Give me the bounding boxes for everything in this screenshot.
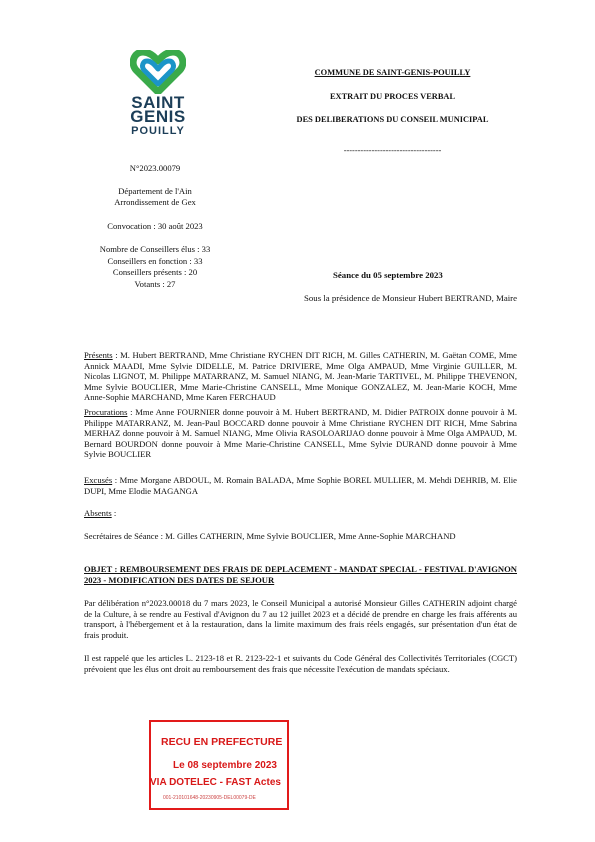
- departement: Département de l'Ain: [118, 186, 192, 196]
- excuses-list: : Mme Morgane ABDOUL, M. Romain BALADA, Mme Sophie BOREL MULLIER, M. Mehdi DEHRIB, M. Elie DUPI, Mme Elodie MAGANGA: [84, 475, 517, 496]
- deliberation-number: N°2023.00079: [129, 163, 181, 173]
- prefecture-stamp: [149, 720, 289, 810]
- stamp-via: VIA DOTELEC - FAST Actes: [150, 777, 281, 788]
- presents-label: Présents: [84, 350, 113, 360]
- votants: Votants : 27: [134, 279, 176, 289]
- deliberations-title: DES DELIBERATIONS DU CONSEIL MUNICIPAL: [296, 115, 489, 124]
- presidence: Sous la présidence de Monsieur Hubert BERTRAND, Maire: [304, 293, 517, 303]
- seance-date: Séance du 05 septembre 2023: [333, 270, 443, 280]
- absents-label: Absents: [84, 508, 112, 518]
- excuses-paragraph: [84, 475, 517, 496]
- conseillers-elus: Nombre de Conseillers élus : 33: [99, 244, 211, 254]
- excuses-label: Excusés: [84, 475, 113, 485]
- procurations-paragraph: [84, 407, 517, 460]
- arrondissement: Arrondissement de Gex: [114, 197, 196, 207]
- procurations-label: Procurations: [84, 407, 128, 417]
- objet-title: OBJET : REMBOURSEMENT DES FRAIS DE DEPLACEMENT - MANDAT SPECIAL - FESTIVAL D'AVIGNON 2023 - MODIFICATION DES DATES DE SEJOUR: [84, 564, 517, 585]
- presents-list: : M. Hubert BERTRAND, Mme Christiane RYCHEN DIT RICH, M. Gilles CATHERIN, M. Gaëtan COME, Mme Annick MAADI, Mme Sylvie DIDELLE, M. Patrice DRIVIERE, Mme Olga AMPAUD, Mme Virginie GUILLER, M. Nicolas LIGNOT, M. Philippe MATARRANZ, M. Samuel NIANG, M. Jean-Marie TARTIVEL, M. Philippe THEVENON, Mme Sylvie BOUCLIER, Mme Marie-Christine CANSELL, Mme Monique GONZALEZ, M. Jean-Marie KOCH, Mme Anne-Sophie MARCHAND, Mme Karen FERCHAUD: [84, 350, 517, 403]
- logo-line-genis: GENIS: [130, 107, 186, 126]
- absents-paragraph: [84, 508, 517, 519]
- header-separator: -----------------------------------: [343, 146, 442, 155]
- body-paragraph-2: Il est rappelé que les articles L. 2123-18 et R. 2123-22-1 et suivants du Code Général des Collectivités Territoriales (CGCT) prévoient que les élus ont droit au remboursement des frais que nécessite l'exécution de mandats spéciaux.: [84, 653, 517, 674]
- presents-paragraph: [84, 350, 517, 403]
- extrait-title: EXTRAIT DU PROCES VERBAL: [329, 92, 456, 101]
- logo-line-pouilly: POUILLY: [131, 125, 185, 137]
- stamp-recu: RECU EN PREFECTURE: [161, 736, 283, 748]
- logo-line-saint: SAINT: [131, 93, 185, 112]
- stamp-reference: 001-210101648-20230905-DEL00079-DE: [163, 795, 256, 801]
- body-paragraph-1: Par délibération n°2023.00018 du 7 mars 2023, le Conseil Municipal a autorisé Monsieur Gilles CATHERIN adjoint chargé de la Culture, à se rendre au Festival d'Avignon du 7 au 12 juillet 2023 et a décidé de prendre en charge les frais afférents au transport, à l'hébergement et à la restauration, dans la limite maximum des frais réels engagés, sur présentation d'un état de frais produit.: [84, 598, 517, 640]
- commune-logo: [118, 50, 198, 138]
- absents-list: :: [111, 508, 117, 518]
- commune-name: COMMUNE DE SAINT-GENIS-POUILLY: [314, 68, 471, 77]
- convocation-date: Convocation : 30 août 2023: [107, 221, 203, 231]
- secretaires-paragraph: Secrétaires de Séance : M. Gilles CATHERIN, Mme Sylvie BOUCLIER, Mme Anne-Sophie MARCHAND: [84, 531, 456, 541]
- procurations-list: : Mme Anne FOURNIER donne pouvoir à M. Hubert BERTRAND, M. Didier PATROIX donne pouvoir à M. Philippe MATARRANZ, M. Jean-Paul BOCCARD donne pouvoir à Mme Christiane RYCHEN DIT RICH, Mme Sabrina MERHAZ donne pouvoir à M. Samuel NIANG, Mme Olivia RASOLOARIJAO donne pouvoir à Mme Olga AMPAUD, M. Bernard BOURDON donne pouvoir à Mme Marie-Christine CANSELL, Mme Sylvie DURAND donne pouvoir à Mme Sylvie BOUCLIER: [84, 407, 517, 460]
- conseillers-presents: Conseillers présents : 20: [112, 267, 198, 277]
- conseillers-en-fonction: Conseillers en fonction : 33: [107, 256, 203, 266]
- stamp-date: Le 08 septembre 2023: [173, 760, 277, 771]
- heart-logo-icon: [130, 50, 186, 94]
